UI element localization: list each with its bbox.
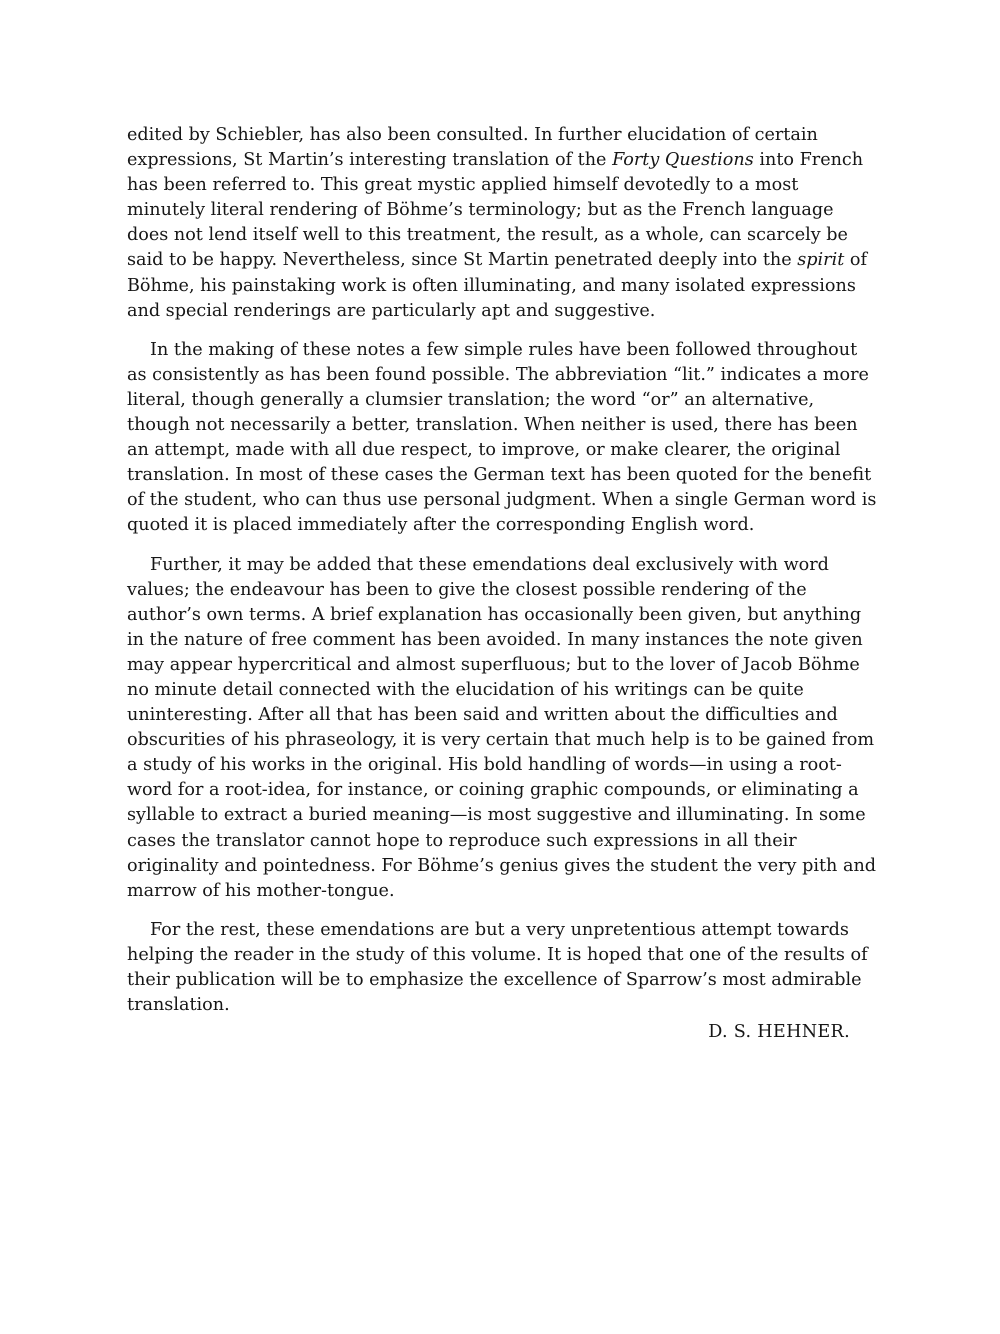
paragraph-1-text-c: of Böhme, his painstaking work is often illuminating, and many isolated expressions and special renderings are particularly apt and suggestive. (127, 250, 867, 321)
paragraph-2 (127, 338, 879, 539)
paragraph-2-text: In the making of these notes a few simple rules have been followed throughout as consistently as has been found possible. The abbreviation “lit.” indicates a more literal, though generally a clumsier translation; the word “or” an alternative, though not necessarily a better, translation. When neither is used, there has been an attempt, made with all due respect, to improve, or make clearer, the original translation. In most of these cases the German text has been quoted for the benefit of the student, who can thus use personal judgment. When a single German word is quoted it is placed immediately after the corresponding English word. (127, 339, 877, 536)
book-title-forty-questions: Forty Questions (612, 150, 754, 171)
emphasis-spirit: spirit (797, 250, 845, 271)
paragraph-3-text: Further, it may be added that these emendations deal exclusively with word values; the endeavour has been to give the closest possible rendering of the author’s own terms. A brief explanation has occasionally been given, but anything in the nature of free comment has been avoided. In many instances the note given may appear hypercritical and almost superfluous; but to the lover of Jacob Böhme no minute detail connected with the elucidation of his writings can be quite uninteresting. After all that has been said and written about the difficulties and obscurities of his phraseology, it is very certain that much help is to be gained from a study of his works in the original. His bold handling of words—in using a root-word for a root-idea, for instance, or coining graphic compounds, or eliminating a syllable to extract a buried meaning—is most suggestive and illuminating. In some cases the translator cannot hope to reproduce such expressions in all their originality and pointedness. For Böhme’s genius gives the student the very pith and marrow of his mother-tongue. (127, 554, 877, 901)
document-page (127, 123, 879, 1045)
paragraph-1 (127, 123, 879, 324)
paragraph-1-text-b: into French has been referred to. This great mystic applied himself devotedly to a most minutely literal rendering of Böhme’s terminology; but as the French language does not lend itself well to this treatment, the result, as a whole, can scarcely be said to be happy. Nevertheless, since St Martin penetrated deeply into the (127, 150, 864, 271)
paragraph-4-text: For the rest, these emendations are but a very unpretentious attempt towards helping the reader in the study of this volume. It is hoped that one of the results of their publication will be to emphasize the excellence of Sparrow’s most admirable translation. (127, 919, 868, 1016)
paragraph-1-text-a: edited by Schiebler, has also been consulted. In further elucidation of certain expressions, St Martin’s interesting translation of the (127, 125, 818, 171)
paragraph-3 (127, 553, 879, 904)
paragraph-4 (127, 918, 879, 1018)
signature: D. S. HEHNER. (708, 1022, 850, 1043)
